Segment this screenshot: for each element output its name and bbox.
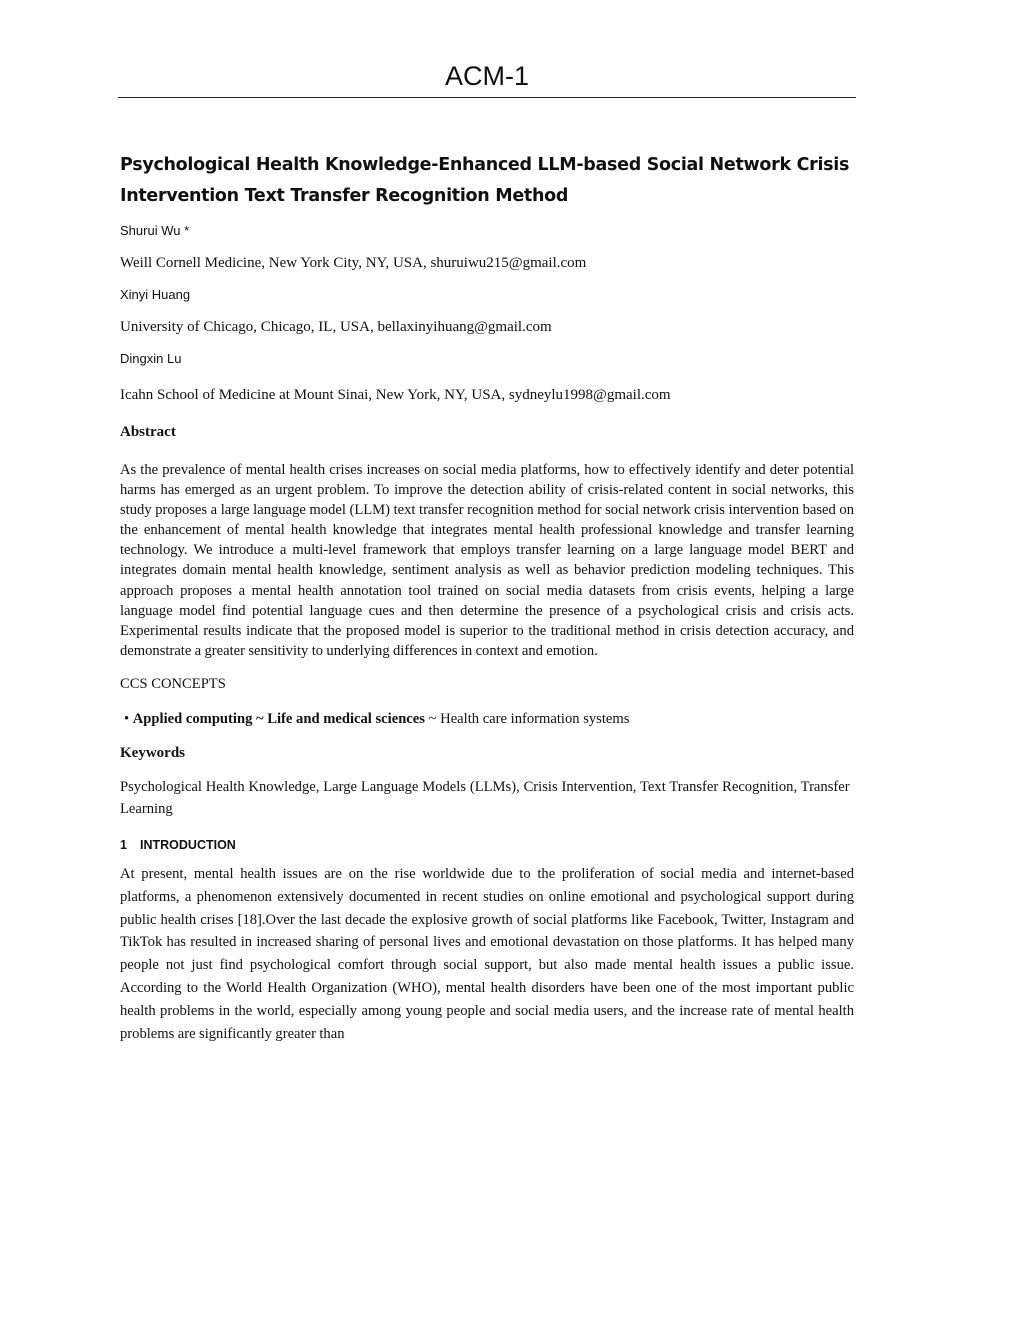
paper-title: Psychological Health Knowledge-Enhanced LLM-based Social Network Crisis Intervention Text Transfer Recognition Method	[120, 155, 850, 206]
author-affiliation: Icahn School of Medicine at Mount Sinai, New York, NY, USA, sydneylu1998@gmail.com	[120, 387, 671, 403]
paper-body	[120, 150, 854, 1045]
author-affiliation: Weill Cornell Medicine, New York City, NY, USA, shuruiwu215@gmail.com	[120, 255, 587, 271]
keywords-heading: Keywords	[120, 744, 185, 761]
keywords-text: Psychological Health Knowledge, Large Language Models (LLMs), Crisis Intervention, Text Transfer Recognition, Transfer Learning	[120, 778, 850, 818]
author-affiliation: University of Chicago, Chicago, IL, USA, bellaxinyihuang@gmail.com	[120, 319, 552, 335]
introduction-text: At present, mental health issues are on the rise worldwide due to the proliferation of social media and internet-based platforms, a phenomenon extensively documented in recent studies on online emotional and psychological support during public health crises [18].Over the last decade the explosive growth of social platforms like Facebook, Twitter, Instagram and TikTok has resulted in increased sharing of personal lives and emotional devastation on those platforms. It has helped many people not just find psychological comfort through social support, but also made mental health issues a public issue. According to the World Health Organization (WHO), mental health disorders have been one of the most important public health problems in the world, especially among young people and social media users, and the increase rate of mental health problems are significantly greater than	[120, 865, 854, 1042]
introduction-heading	[120, 837, 854, 853]
ccs-heading: CCS CONCEPTS	[120, 675, 226, 692]
header-rule	[118, 97, 856, 98]
abstract-heading: Abstract	[120, 424, 176, 440]
section-number: 1	[120, 837, 127, 852]
ccs-bold-part: Applied computing ~ Life and medical sciences	[132, 710, 425, 727]
ccs-rest: ~ Health care information systems	[428, 710, 630, 727]
author-name: Dingxin Lu	[120, 351, 182, 366]
author-name: Xinyi Huang	[120, 287, 191, 302]
ccs-concept	[124, 710, 854, 728]
ccs-bullet: •	[124, 710, 130, 727]
author-name: Shurui Wu *	[120, 223, 190, 238]
section-title: INTRODUCTION	[140, 837, 236, 852]
abstract-text: As the prevalence of mental health crises increases on social media platforms, how to effectively identify and deter potential harms has emerged as an urgent problem. To improve the detection ability of crisis-related content in social networks, this study proposes a large language model (LLM) text transfer recognition method for social network crisis intervention based on the enhancement of mental health knowledge that integrates mental health professional knowledge and transfer learning technology. We introduce a multi-level framework that employs transfer learning on a large language model BERT and integrates domain mental health knowledge, sentiment analysis as well as behavior prediction modeling techniques. This approach proposes a mental health annotation tool trained on social media datasets from crisis events, helping a large language model find potential language cues and then determine the presence of a psychological crisis and crisis acts. Experimental results indicate that the proposed model is superior to the traditional method in crisis detection accuracy, and demonstrate a greater sensitivity to underlying differences in context and emotion.	[120, 462, 854, 659]
running-header: ACM-1	[444, 61, 529, 91]
